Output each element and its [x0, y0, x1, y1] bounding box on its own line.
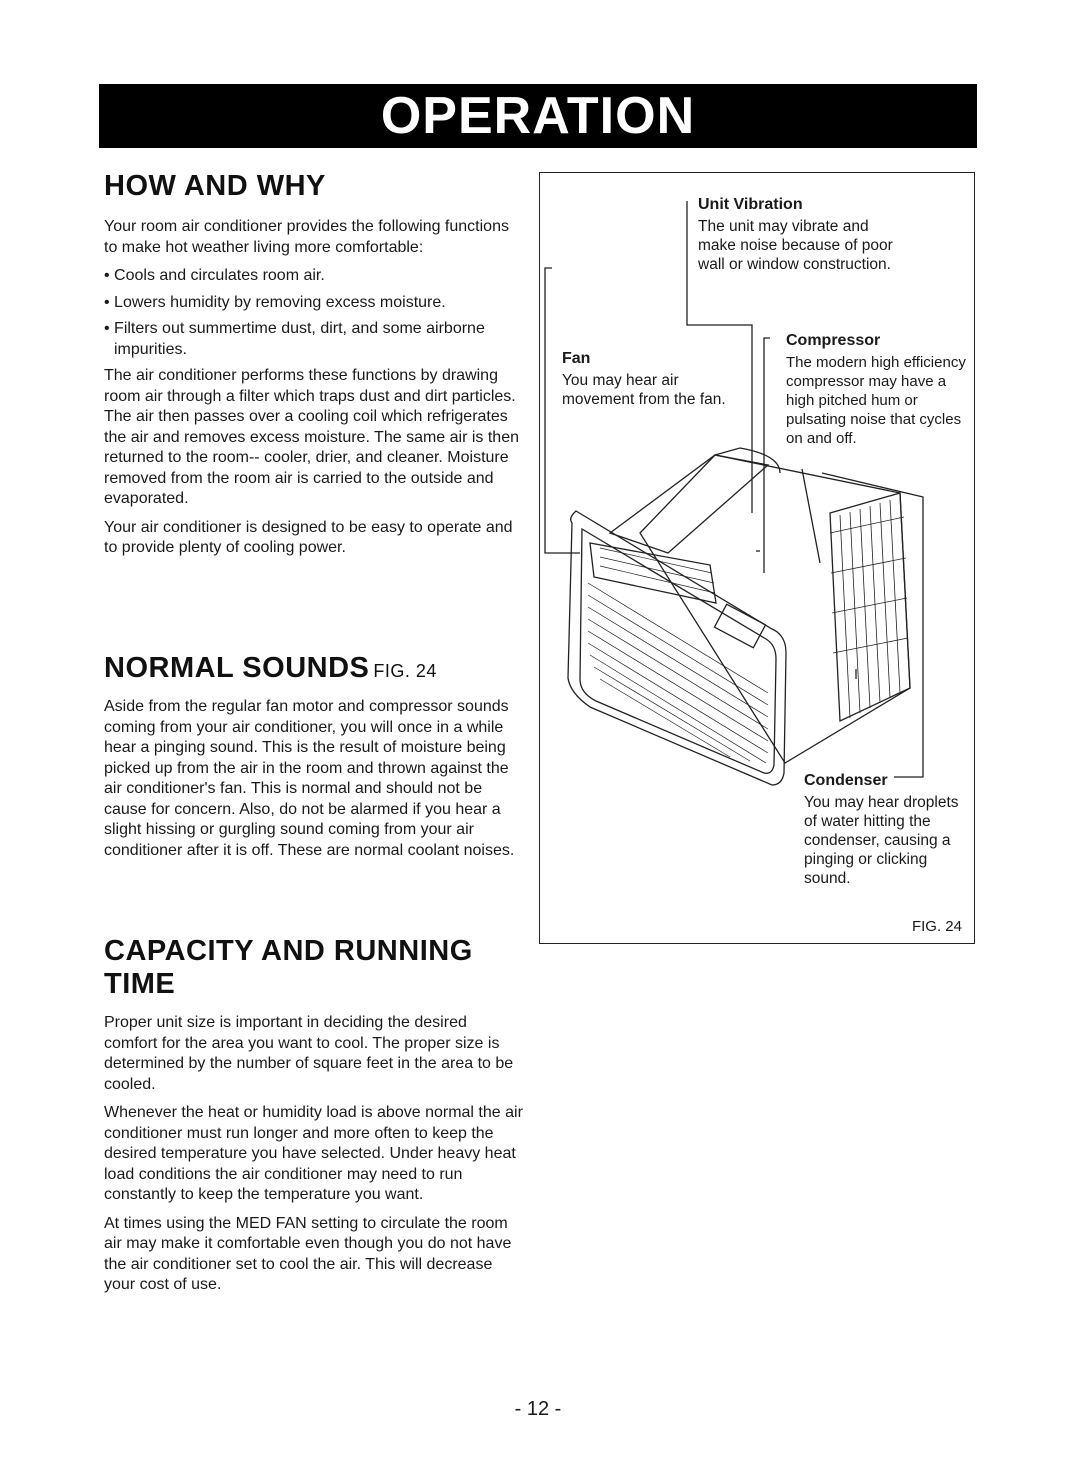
capacity-paragraph: At times using the MED FAN setting to circulate the room air may make it comfortable even though you do not have the air conditioner set to cool the air. This will decrease your cost of use.	[104, 1214, 512, 1293]
normal-sounds-section	[104, 652, 524, 869]
capacity-heading: CAPACITY AND RUNNING TIME	[104, 935, 473, 1000]
bullet-item: • Lowers humidity by removing excess moisture.	[104, 293, 446, 311]
bullet-item: • Filters out summertime dust, dirt, and some airborne impurities.	[104, 320, 485, 358]
figure-label: FIG. 24	[911, 918, 962, 935]
bullet-item: • Cools and circulates room air.	[104, 267, 325, 284]
normal-sounds-paragraph: Aside from the regular fan motor and compressor sounds coming from your air conditioner, you will once in a while hear a pinging sound. This is the result of moisture being picked up from the air in the room and thrown against the air conditioner's fan. This is normal and should not be cause for concern. Also, do not be alarmed if you hear a slight hissing or gurgling sound coming from your air conditioner after it is off. These are normal coolant noises.	[104, 698, 515, 859]
condenser-text: You may hear droplets of water hitting the condenser, causing a pinging or clicking sound.	[804, 794, 959, 887]
condenser-callout	[804, 771, 972, 888]
how-and-why-intro: Your room air conditioner provides the following functions to make hot weather living more comfortable:	[104, 218, 509, 256]
how-and-why-heading: HOW AND WHY	[104, 170, 326, 202]
how-and-why-section	[104, 170, 524, 567]
compressor-text: The modern high efficiency compressor may have a high pitched hum or pulsating noise that cycles on and off.	[786, 354, 966, 447]
capacity-paragraph: Proper unit size is important in deciding the desired comfort for the area you want to cool. The proper size is determined by the number of square feet in the area to be cooled.	[104, 1014, 514, 1093]
capacity-paragraph: Whenever the heat or humidity load is above normal the air conditioner must run longer and more often to keep the desired temperature you have selected. Under heavy heat load conditions the air conditioner may need to run constantly to keep the temperature you want.	[104, 1104, 523, 1203]
normal-sounds-title: NORMAL SOUNDS	[104, 652, 370, 684]
page-number: - 12 -	[514, 1398, 562, 1420]
figure-24	[539, 172, 975, 944]
unit-vibration-text: The unit may vibrate and make noise because of poor wall or window construction.	[698, 218, 893, 273]
how-and-why-paragraph: The air conditioner performs these functions by drawing room air through a filter which traps dust and dirt particles. The air then passes over a cooling coil which refrigerates the air and removes excess moisture. The same air is then returned to the room-- cooler, drier, and cleaner. Moisture removed from the room air is carried to the outside and evaporated.	[104, 367, 519, 507]
normal-sounds-fig-ref: FIG. 24	[373, 661, 437, 681]
unit-vibration-callout	[698, 195, 898, 274]
capacity-section	[104, 935, 524, 1304]
condenser-title: Condenser	[804, 772, 888, 789]
section-banner: OPERATION	[99, 84, 977, 148]
compressor-callout	[786, 331, 968, 448]
unit-vibration-title: Unit Vibration	[698, 196, 803, 213]
normal-sounds-heading	[104, 652, 524, 685]
how-and-why-paragraph: Your air conditioner is designed to be easy to operate and to provide plenty of cooling power.	[104, 518, 513, 556]
fan-title: Fan	[562, 350, 591, 367]
fan-text: You may hear air movement from the fan.	[562, 372, 726, 408]
fan-callout	[562, 349, 732, 409]
compressor-title: Compressor	[786, 332, 881, 349]
